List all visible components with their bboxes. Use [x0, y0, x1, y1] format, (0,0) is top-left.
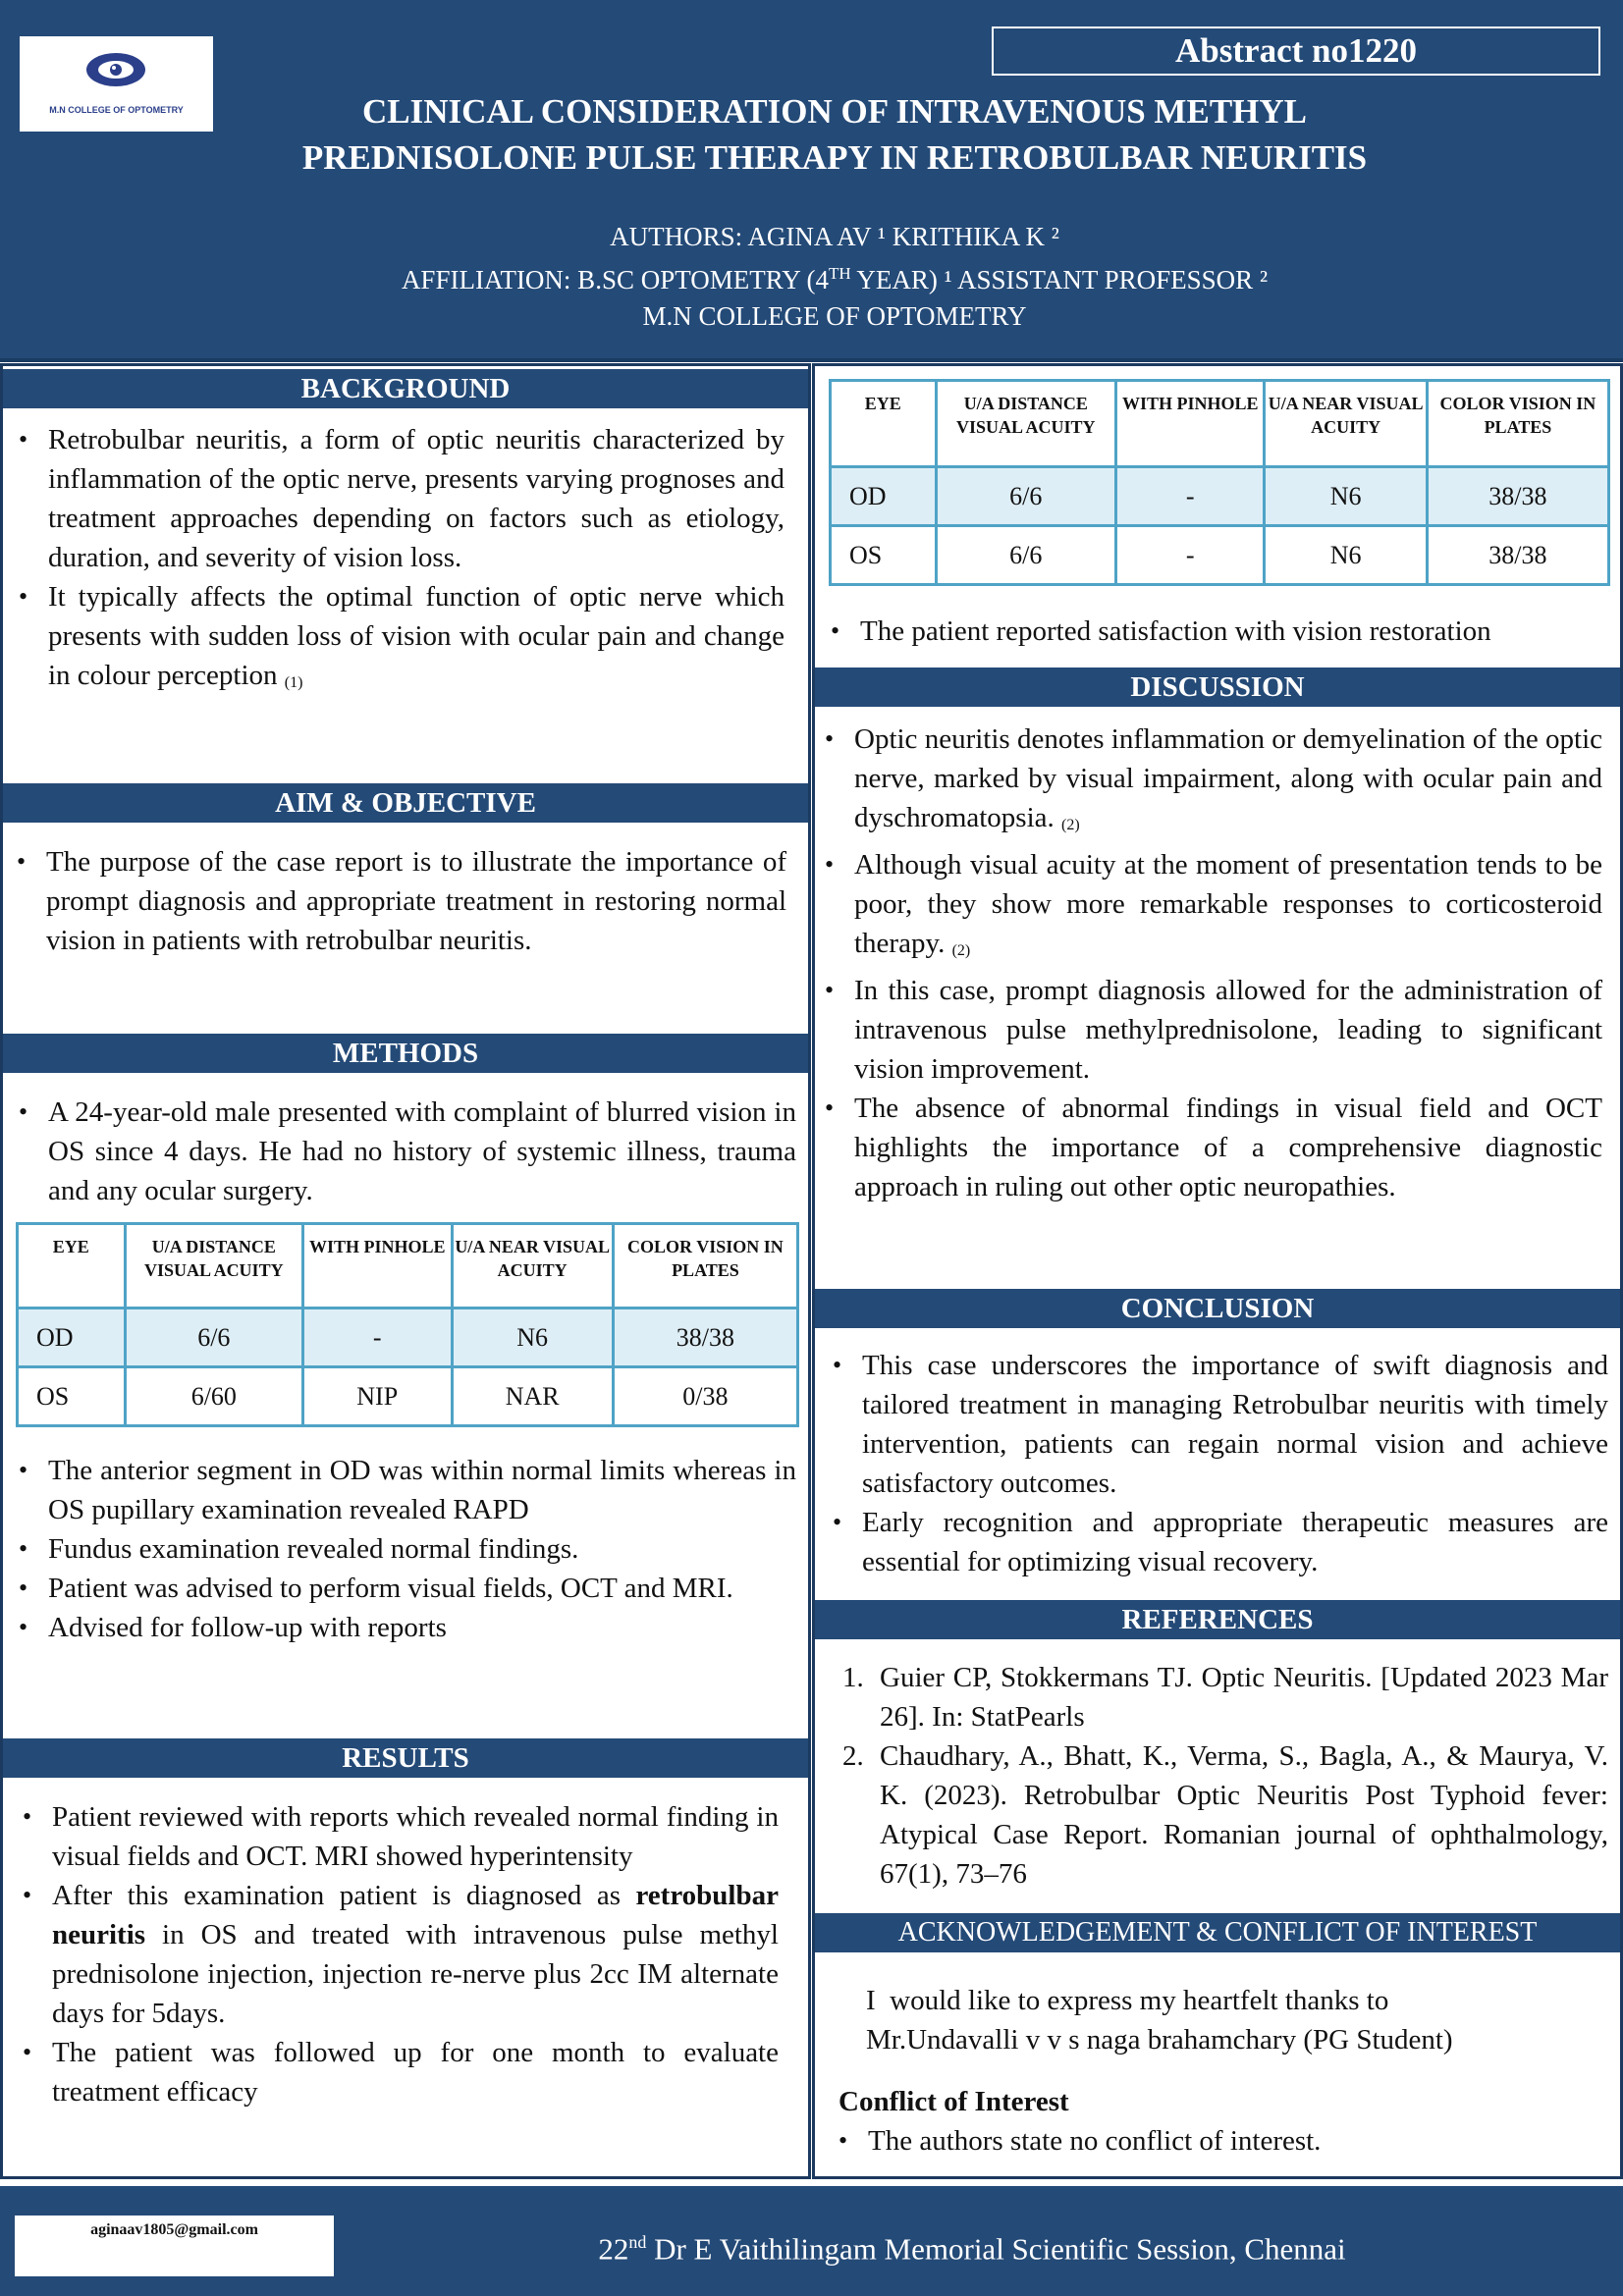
- aim-list: [13, 842, 786, 960]
- table-header: U/A NEAR VISUAL ACUITY: [452, 1224, 613, 1308]
- logo-text: M.N COLLEGE OF OPTOMETRY: [49, 105, 184, 115]
- list-item: • The anterior segment in OD was within normal limits whereas in OS pupillary examination revealed RAPD: [15, 1451, 796, 1529]
- list-item: [15, 577, 784, 703]
- table-cell: 6/60: [125, 1367, 302, 1426]
- affiliation-line: [236, 255, 1434, 298]
- affiliation-sup: TH: [828, 264, 851, 283]
- table-cell: NIP: [302, 1367, 452, 1426]
- followup-note-list: [827, 612, 1612, 651]
- followup-acuity-table: [829, 379, 1610, 586]
- list-item: • Retrobulbar neuritis, a form of optic neuritis characterized by inflammation of the optic nerve, presents varying prognoses and treatment approaches depending on factors such as etiology, duration, and severity of vision loss.: [15, 420, 784, 577]
- results-list: [19, 1797, 779, 2111]
- list-item-text: Optic neuritis denotes inflammation or demyelination of the optic nerve, marked by visual impairment, along with ocular pain and dyschromatopsia.: [854, 723, 1602, 833]
- table-cell: NAR: [452, 1367, 613, 1426]
- table-cell: 0/38: [613, 1367, 797, 1426]
- methods-intro-list: [15, 1093, 796, 1210]
- list-item: [821, 720, 1602, 845]
- table-cell: N6: [1265, 467, 1427, 526]
- table-row: [831, 467, 1609, 526]
- table-header: U/A NEAR VISUAL ACUITY: [1265, 381, 1427, 467]
- reference-text: Chaudhary, A., Bhatt, K., Verma, S., Bagla, A., & Maurya, V. K. (2023). Retrobulbar Optic Neuritis Post Typhoid fever: Atypical Case Report. Romanian journal of ophthalmology, 67(1), 73–76: [880, 1740, 1608, 1890]
- acknowledgement-text: [866, 1981, 1593, 2059]
- table-cell: N6: [452, 1308, 613, 1367]
- background-heading: BACKGROUND: [3, 369, 808, 408]
- table-cell: N6: [1265, 526, 1427, 585]
- reference-item: [815, 1736, 1608, 1894]
- reference-number: 1.: [842, 1662, 864, 1693]
- reference-item: [815, 1658, 1608, 1736]
- title-line-1: CLINICAL CONSIDERATION OF INTRAVENOUS METHYL: [361, 92, 1308, 131]
- list-item: • Patient was advised to perform visual fields, OCT and MRI.: [15, 1569, 796, 1608]
- title-line-2: PREDNISOLONE PULSE THERAPY IN RETROBULBAR NEURITIS: [301, 138, 1368, 177]
- table-cell: 6/6: [125, 1308, 302, 1367]
- table-header: COLOR VISION IN PLATES: [613, 1224, 797, 1308]
- list-item-text: It typically affects the optimal function of optic nerve which presents with sudden loss of vision with ocular pain and change in colour perception: [48, 581, 784, 691]
- right-column: [812, 363, 1623, 2179]
- acknowledgement-line-2: Mr.Undavalli v v s naga brahamchary (PG Student): [866, 2024, 1453, 2056]
- list-item: [19, 1876, 779, 2033]
- list-item: • This case underscores the importance of swift diagnosis and tailored treatment in managing Retrobulbar neuritis with timely intervention, patients can regain normal vision and achieve satisfactory outcomes.: [829, 1346, 1608, 1503]
- table-cell: 38/38: [613, 1308, 797, 1367]
- session-text: Dr E Vaithilingam Memorial Scientific Session, Chennai: [646, 2231, 1346, 2267]
- list-item: • The authors state no conflict of interest.: [835, 2121, 1600, 2161]
- coi-list: [835, 2121, 1600, 2161]
- table-header: EYE: [831, 381, 937, 467]
- table-row: [831, 526, 1609, 585]
- diagnosis-text: retrobulbar neuritis: [52, 1880, 779, 1950]
- table-cell: -: [1115, 467, 1265, 526]
- table-header: WITH PINHOLE: [302, 1224, 452, 1308]
- authors-line: AUTHORS: AGINA AV ¹ KRITHIKA K ²: [610, 222, 1059, 251]
- discussion-list: [821, 720, 1602, 1206]
- acknowledgement-line-1: I would like to express my heartfelt thanks to: [866, 1985, 1389, 2016]
- result-text: in OS and treated with intravenous pulse methyl prednisolone injection, injection re-nerve plus 2cc IM alternate days for 5days.: [52, 1919, 779, 2029]
- college-logo: [20, 36, 213, 132]
- acknowledgement-heading: ACKNOWLEDGEMENT & CONFLICT OF INTEREST: [815, 1913, 1620, 1952]
- ref-mark: (1): [284, 674, 303, 691]
- methods-list: [15, 1451, 796, 1647]
- eye-logo-icon: [81, 50, 151, 89]
- session-number: 22: [598, 2231, 629, 2267]
- list-item: • The patient was followed up for one month to evaluate treatment efficacy: [19, 2033, 779, 2111]
- list-item: • Patient reviewed with reports which revealed normal finding in visual fields and OCT. MRI showed hyperintensity: [19, 1797, 779, 1876]
- background-list: [15, 420, 784, 703]
- presentation-acuity-table: [16, 1222, 799, 1427]
- table-cell: OS: [18, 1367, 126, 1426]
- footer-banner: [0, 2186, 1623, 2296]
- list-item: • The absence of abnormal findings in visual field and OCT highlights the importance of a comprehensive diagnostic approach in ruling out other optic neuropathies.: [821, 1089, 1602, 1206]
- table-header: WITH PINHOLE: [1115, 381, 1265, 467]
- abstract-number: Abstract no1220: [992, 27, 1600, 76]
- authors-block: [236, 219, 1434, 335]
- list-item: • The purpose of the case report is to illustrate the importance of prompt diagnosis and appropriate treatment in restoring normal vision in patients with retrobulbar neuritis.: [13, 842, 786, 960]
- discussion-heading: DISCUSSION: [815, 667, 1620, 707]
- table-row: [18, 1367, 798, 1426]
- table-header: EYE: [18, 1224, 126, 1308]
- affiliation-prefix: AFFILIATION: B.SC OPTOMETRY (4: [401, 265, 829, 294]
- list-item: • A 24-year-old male presented with complaint of blurred vision in OS since 4 days. He had no history of systemic illness, trauma and any ocular surgery.: [15, 1093, 796, 1210]
- list-item: • Fundus examination revealed normal findings.: [15, 1529, 796, 1569]
- table-cell: -: [1115, 526, 1265, 585]
- list-item: • Early recognition and appropriate therapeutic measures are essential for optimizing visual recovery.: [829, 1503, 1608, 1581]
- session-title: [334, 2219, 1610, 2271]
- table-header: COLOR VISION IN PLATES: [1427, 381, 1608, 467]
- result-text: After this examination patient is diagnosed as: [52, 1880, 636, 1911]
- list-item: • Advised for follow-up with reports: [15, 1608, 796, 1647]
- contact-email[interactable]: aginaav1805@gmail.com: [15, 2216, 334, 2276]
- institution-line: M.N COLLEGE OF OPTOMETRY: [642, 301, 1027, 331]
- affiliation-suffix: YEAR) ¹ ASSISTANT PROFESSOR ²: [850, 265, 1269, 294]
- table-header: U/A DISTANCE VISUAL ACUITY: [125, 1224, 302, 1308]
- ref-mark: (2): [1061, 817, 1080, 833]
- table-cell: 6/6: [936, 526, 1115, 585]
- methods-heading: METHODS: [3, 1034, 808, 1073]
- list-item: [821, 845, 1602, 971]
- table-cell: 38/38: [1427, 526, 1608, 585]
- reference-number: 2.: [842, 1740, 864, 1772]
- references-list: [815, 1658, 1608, 1894]
- reference-text: Guier CP, Stokkermans TJ. Optic Neuritis. [Updated 2023 Mar 26]. In: StatPearls: [880, 1662, 1608, 1733]
- header-banner: [0, 0, 1623, 362]
- aim-heading: AIM & OBJECTIVE: [3, 783, 808, 823]
- list-item: • In this case, prompt diagnosis allowed for the administration of intravenous pulse methylprednisolone, leading to significant vision improvement.: [821, 971, 1602, 1089]
- poster-title: [196, 88, 1473, 181]
- conclusion-list: [829, 1346, 1608, 1581]
- conclusion-heading: CONCLUSION: [815, 1289, 1620, 1328]
- results-heading: RESULTS: [3, 1738, 808, 1778]
- table-cell: OD: [831, 467, 937, 526]
- list-item-text: Although visual acuity at the moment of presentation tends to be poor, they show more remarkable responses to corticosteroid therapy.: [854, 849, 1602, 959]
- table-cell: OD: [18, 1308, 126, 1367]
- list-item: • The patient reported satisfaction with vision restoration: [827, 612, 1612, 651]
- table-cell: OS: [831, 526, 937, 585]
- references-heading: REFERENCES: [815, 1600, 1620, 1639]
- table-row: [18, 1308, 798, 1367]
- table-cell: 38/38: [1427, 467, 1608, 526]
- ref-mark: (2): [951, 942, 971, 959]
- table-cell: 6/6: [936, 467, 1115, 526]
- table-header: U/A DISTANCE VISUAL ACUITY: [936, 381, 1115, 467]
- session-sup: nd: [628, 2232, 647, 2252]
- left-column: [0, 363, 811, 2179]
- coi-heading: Conflict of Interest: [839, 2086, 1069, 2117]
- table-cell: -: [302, 1308, 452, 1367]
